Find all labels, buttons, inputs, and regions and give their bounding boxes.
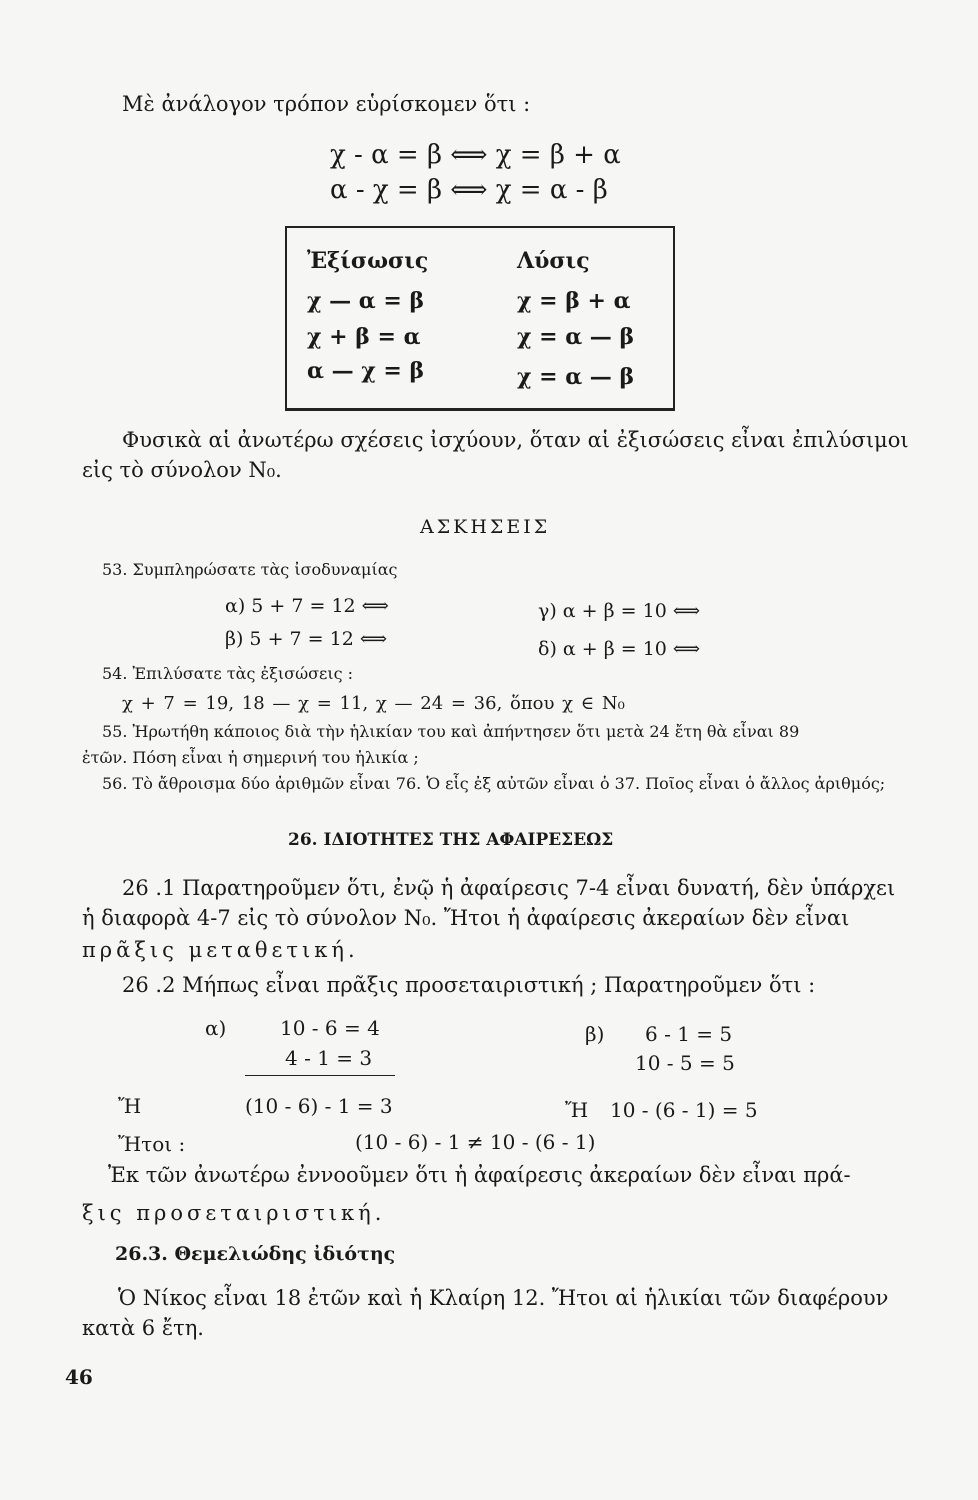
exercise-54-equations: χ + 7 = 19, 18 — χ = 11, χ — 24 = 36, ὅπου χ ∈ N₀	[122, 693, 625, 714]
exercise-56: 56. Τὸ ἄθροισμα δύο ἀριθμῶν εἶναι 76. Ὁ εἷς ἐξ αὐτῶν εἶναι ὁ 37. Ποῖος εἶναι ὁ ἄλλος ἀριθμός;	[102, 774, 886, 793]
exercise-55-continued: ἐτῶν. Πόση εἶναι ἡ σημερινή του ἡλικία ;	[82, 748, 419, 767]
paragraph-26-2: 26 .2 Μήπως εἶναι πρᾶξις προσεταιριστική ; Παρατηροῦμεν ὅτι :	[122, 973, 816, 997]
exercise-53-d: δ) α + β = 10 ⟺	[538, 638, 701, 660]
intro-text: Μὲ ἀνάλογον τρόπον εὑρίσκομεν ὅτι :	[122, 92, 531, 116]
itoi-label: Ἤτοι :	[118, 1132, 186, 1156]
exercise-53: 53. Συμπληρώσατε τὰς ἰσοδυναμίας	[102, 560, 398, 579]
page-number: 46	[65, 1365, 93, 1389]
exercises-title: ΑΣΚΗΣΕΙΣ	[420, 516, 551, 538]
paragraph-26-1: 26 .1 Παρατηροῦμεν ὅτι, ἐνῷ ἡ ἀφαίρεσις 7-4 εἶναι δυνατή, δὲν ὑπάρχει	[122, 876, 896, 900]
example-b-line-2: 10 - 5 = 5	[635, 1051, 735, 1075]
conclusion-line: ξις προσεταιριστική.	[82, 1201, 386, 1225]
example-a-label: α)	[205, 1016, 227, 1040]
example-a-divider	[245, 1075, 395, 1076]
table-solution-1: χ = β + α	[517, 288, 631, 314]
example-b-line-1: 6 - 1 = 5	[645, 1022, 733, 1046]
exercise-53-b: β) 5 + 7 = 12 ⟺	[225, 628, 388, 650]
inequality: (10 - 6) - 1 ≠ 10 - (6 - 1)	[355, 1130, 596, 1154]
paragraph-26-1: ἡ διαφορὰ 4-7 εἰς τὸ σύνολον N₀. Ἤτοι ἡ ἀφαίρεσις ἀκεραίων δὲν εἶναι	[82, 906, 850, 930]
equivalence-rule-1: χ - α = β ⟺ χ = β + α	[330, 140, 621, 170]
paragraph-26-3: Ὁ Νίκος εἶναι 18 ἐτῶν καὶ ἡ Κλαίρη 12. Ἤτοι αἱ ἡλικίαι τῶν διαφέρουν	[118, 1286, 889, 1310]
table-equation-3: α — χ = β	[307, 358, 425, 384]
example-a-line-2: 4 - 1 = 3	[285, 1046, 373, 1070]
section-26-title: 26. ΙΔΙΟΤΗΤΕΣ ΤΗΣ ΑΦΑΙΡΕΣΕΩΣ	[288, 830, 614, 850]
result-a: (10 - 6) - 1 = 3	[245, 1094, 393, 1118]
table-header-solutions: Λύσις	[517, 248, 590, 274]
eta-label: Ἤ	[118, 1094, 142, 1118]
section-26-3-title: 26.3. Θεμελιώδης ἰδιότης	[115, 1243, 396, 1265]
exercise-54: 54. Ἐπιλύσατε τὰς ἐξισώσεις :	[102, 664, 354, 683]
table-equation-2: χ + β = α	[307, 324, 421, 350]
table-solution-3: χ = α — β	[517, 364, 635, 390]
example-a-line-1: 10 - 6 = 4	[280, 1016, 380, 1040]
paragraph-line: εἰς τὸ σύνολον N₀.	[82, 458, 282, 482]
exercise-55: 55. Ἠρωτήθη κάποιος διὰ τὴν ἡλικίαν του καὶ ἀπήντησεν ὅτι μετὰ 24 ἔτη θὰ εἶναι 89	[102, 722, 800, 741]
conclusion-line: Ἐκ τῶν ἀνωτέρω ἐννοοῦμεν ὅτι ἡ ἀφαίρεσις ἀκεραίων δὲν εἶναι πρά-	[108, 1163, 851, 1187]
equivalence-rule-2: α - χ = β ⟺ χ = α - β	[330, 175, 608, 205]
exercise-53-c: γ) α + β = 10 ⟺	[538, 600, 701, 622]
paragraph-line: Φυσικὰ αἱ ἀνωτέρω σχέσεις ἰσχύουν, ὅταν αἱ ἐξισώσεις εἶναι ἐπιλύσιμοι	[122, 428, 909, 452]
eta-label: Ἤ	[565, 1098, 589, 1122]
table-equation-1: χ — α = β	[307, 288, 425, 314]
paragraph-26-1: πρᾶξις μεταθετική.	[82, 938, 359, 962]
paragraph-26-3: κατὰ 6 ἔτη.	[82, 1316, 204, 1340]
table-solution-2: χ = α — β	[517, 324, 635, 350]
example-b-label: β)	[585, 1022, 605, 1046]
table-header-equations: Ἐξίσωσις	[307, 248, 429, 274]
result-b: 10 - (6 - 1) = 5	[610, 1098, 758, 1122]
exercise-53-a: α) 5 + 7 = 12 ⟺	[225, 595, 389, 617]
equations-table	[285, 226, 675, 411]
